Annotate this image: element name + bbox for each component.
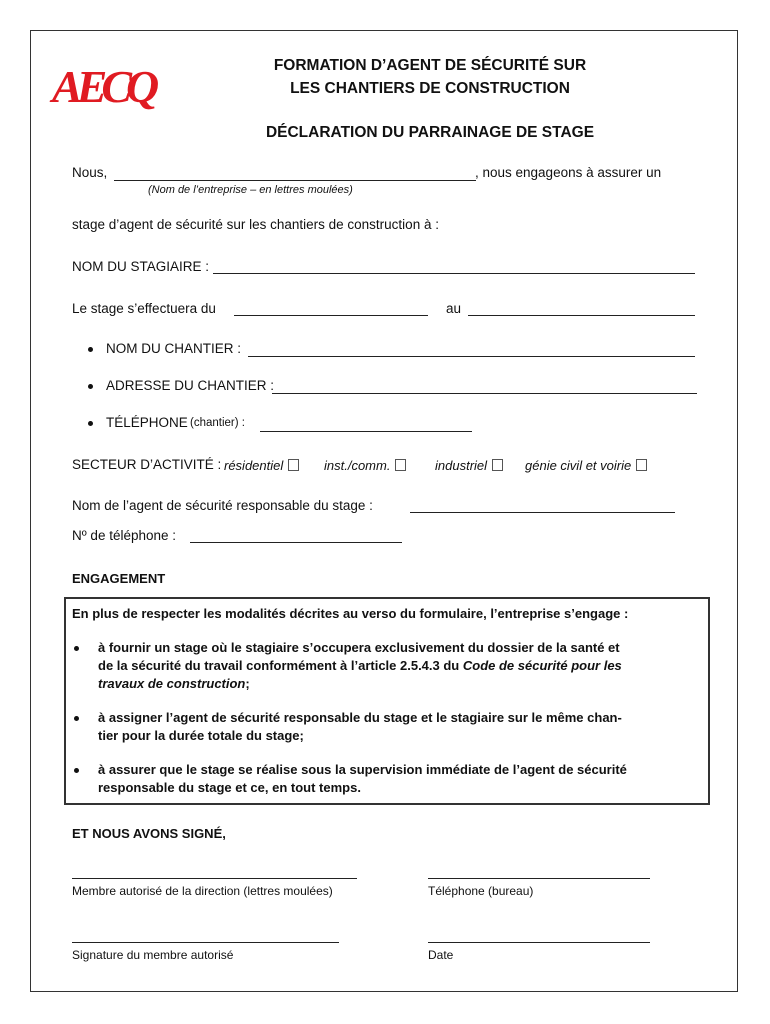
agent-name-label: Nom de l’agent de sécurité responsable du stage : [72, 498, 373, 513]
engagement-item-1-line-2 [98, 658, 702, 673]
engagement-item-2-line-2: tier pour la durée totale du stage; [98, 728, 304, 743]
stage-start-field[interactable] [234, 315, 428, 316]
agent-phone-field[interactable] [190, 542, 402, 543]
engage-text: , nous engageons à assurer un [475, 165, 662, 180]
stage-start-label: Le stage s’effectuera du [72, 301, 216, 316]
engagement-item-3-line-2: responsable du stage et ce, en tout temps. [98, 780, 361, 795]
bullet [74, 768, 79, 773]
sector-option-genie-civil[interactable] [525, 458, 647, 473]
site-phone-field[interactable] [260, 431, 472, 432]
sector-option-residentiel[interactable] [224, 458, 299, 473]
company-name-hint: (Nom de l’entreprise – en lettres moulées) [148, 184, 353, 196]
sector-option-label: génie civil et voirie [525, 458, 632, 473]
site-address-field[interactable] [272, 393, 697, 394]
trainee-name-label: NOM DU STAGIAIRE : [72, 259, 210, 274]
date-field[interactable] [428, 942, 650, 943]
nous-label: Nous, [72, 165, 108, 180]
checkbox[interactable] [492, 459, 503, 471]
sector-option-label: industriel [435, 458, 488, 473]
engagement-item-1-line-3 [98, 676, 702, 691]
signature-label: Signature du membre autorisé [72, 948, 234, 962]
punct: ; [245, 676, 250, 691]
sector-label: SECTEUR D’ACTIVITÉ : [72, 457, 222, 472]
site-phone-suffix: (chantier) : [190, 417, 245, 429]
bullet [74, 646, 79, 651]
engagement-item-1-text: de la sécurité du travail conformément à l’article 2.5.4.3 du [98, 658, 463, 673]
member-name-label: Membre autorisé de la direction (lettres moulées) [72, 884, 333, 898]
engagement-item-3-line-1: à assurer que le stage se réalise sous la supervision immédiate de l’agent de sécurité [98, 762, 627, 777]
checkbox[interactable] [636, 459, 647, 471]
bullet [74, 716, 79, 721]
office-phone-label: Téléphone (bureau) [428, 884, 534, 898]
sector-option-inst-comm[interactable] [324, 458, 406, 473]
signature-field[interactable] [72, 942, 339, 943]
checkbox[interactable] [395, 459, 406, 471]
bullet [88, 347, 93, 352]
checkbox[interactable] [288, 459, 299, 471]
agent-phone-label: Nº de téléphone : [72, 528, 177, 543]
company-name-field[interactable] [114, 180, 476, 181]
agent-name-field[interactable] [410, 512, 675, 513]
bullet [88, 384, 93, 389]
code-title-cont: travaux de construction [98, 676, 246, 691]
office-phone-field[interactable] [428, 878, 650, 879]
stage-description: stage d’agent de sécurité sur les chantiers de construction à : [72, 217, 439, 232]
date-label: Date [428, 948, 454, 962]
site-name-field[interactable] [248, 356, 695, 357]
sector-option-label: inst./comm. [324, 458, 391, 473]
sector-option-industriel[interactable] [435, 458, 503, 473]
site-phone-label: TÉLÉPHONE [106, 415, 188, 430]
engagement-heading: ENGAGEMENT [72, 571, 166, 586]
form-title-line-2: LES CHANTIERS DE CONSTRUCTION [290, 80, 570, 97]
aecq-logo: AECQ [52, 61, 154, 112]
member-name-field[interactable] [72, 878, 357, 879]
bullet [88, 421, 93, 426]
engagement-item-1-line-1: à fournir un stage où le stagiaire s’occupera exclusivement du dossier de la santé et [98, 640, 620, 655]
form-title-line-1: FORMATION D’AGENT DE SÉCURITÉ SUR [273, 57, 587, 74]
sector-option-label: résidentiel [224, 458, 284, 473]
stage-end-label: au [446, 301, 462, 316]
engagement-item-2-line-1: à assigner l’agent de sécurité responsable du stage et le stagiaire sur le même chan- [98, 710, 622, 725]
code-title: Code de sécurité pour les [462, 658, 622, 673]
stage-end-field[interactable] [468, 315, 695, 316]
trainee-name-field[interactable] [213, 273, 695, 274]
site-name-label: NOM DU CHANTIER : [106, 341, 241, 356]
form-subtitle: DÉCLARATION DU PARRAINAGE DE STAGE [265, 124, 595, 141]
engagement-intro: En plus de respecter les modalités décrites au verso du formulaire, l’entreprise s’engage : [72, 606, 629, 621]
site-address-label: ADRESSE DU CHANTIER : [106, 378, 275, 393]
signature-heading: ET NOUS AVONS SIGNÉ, [72, 826, 226, 841]
